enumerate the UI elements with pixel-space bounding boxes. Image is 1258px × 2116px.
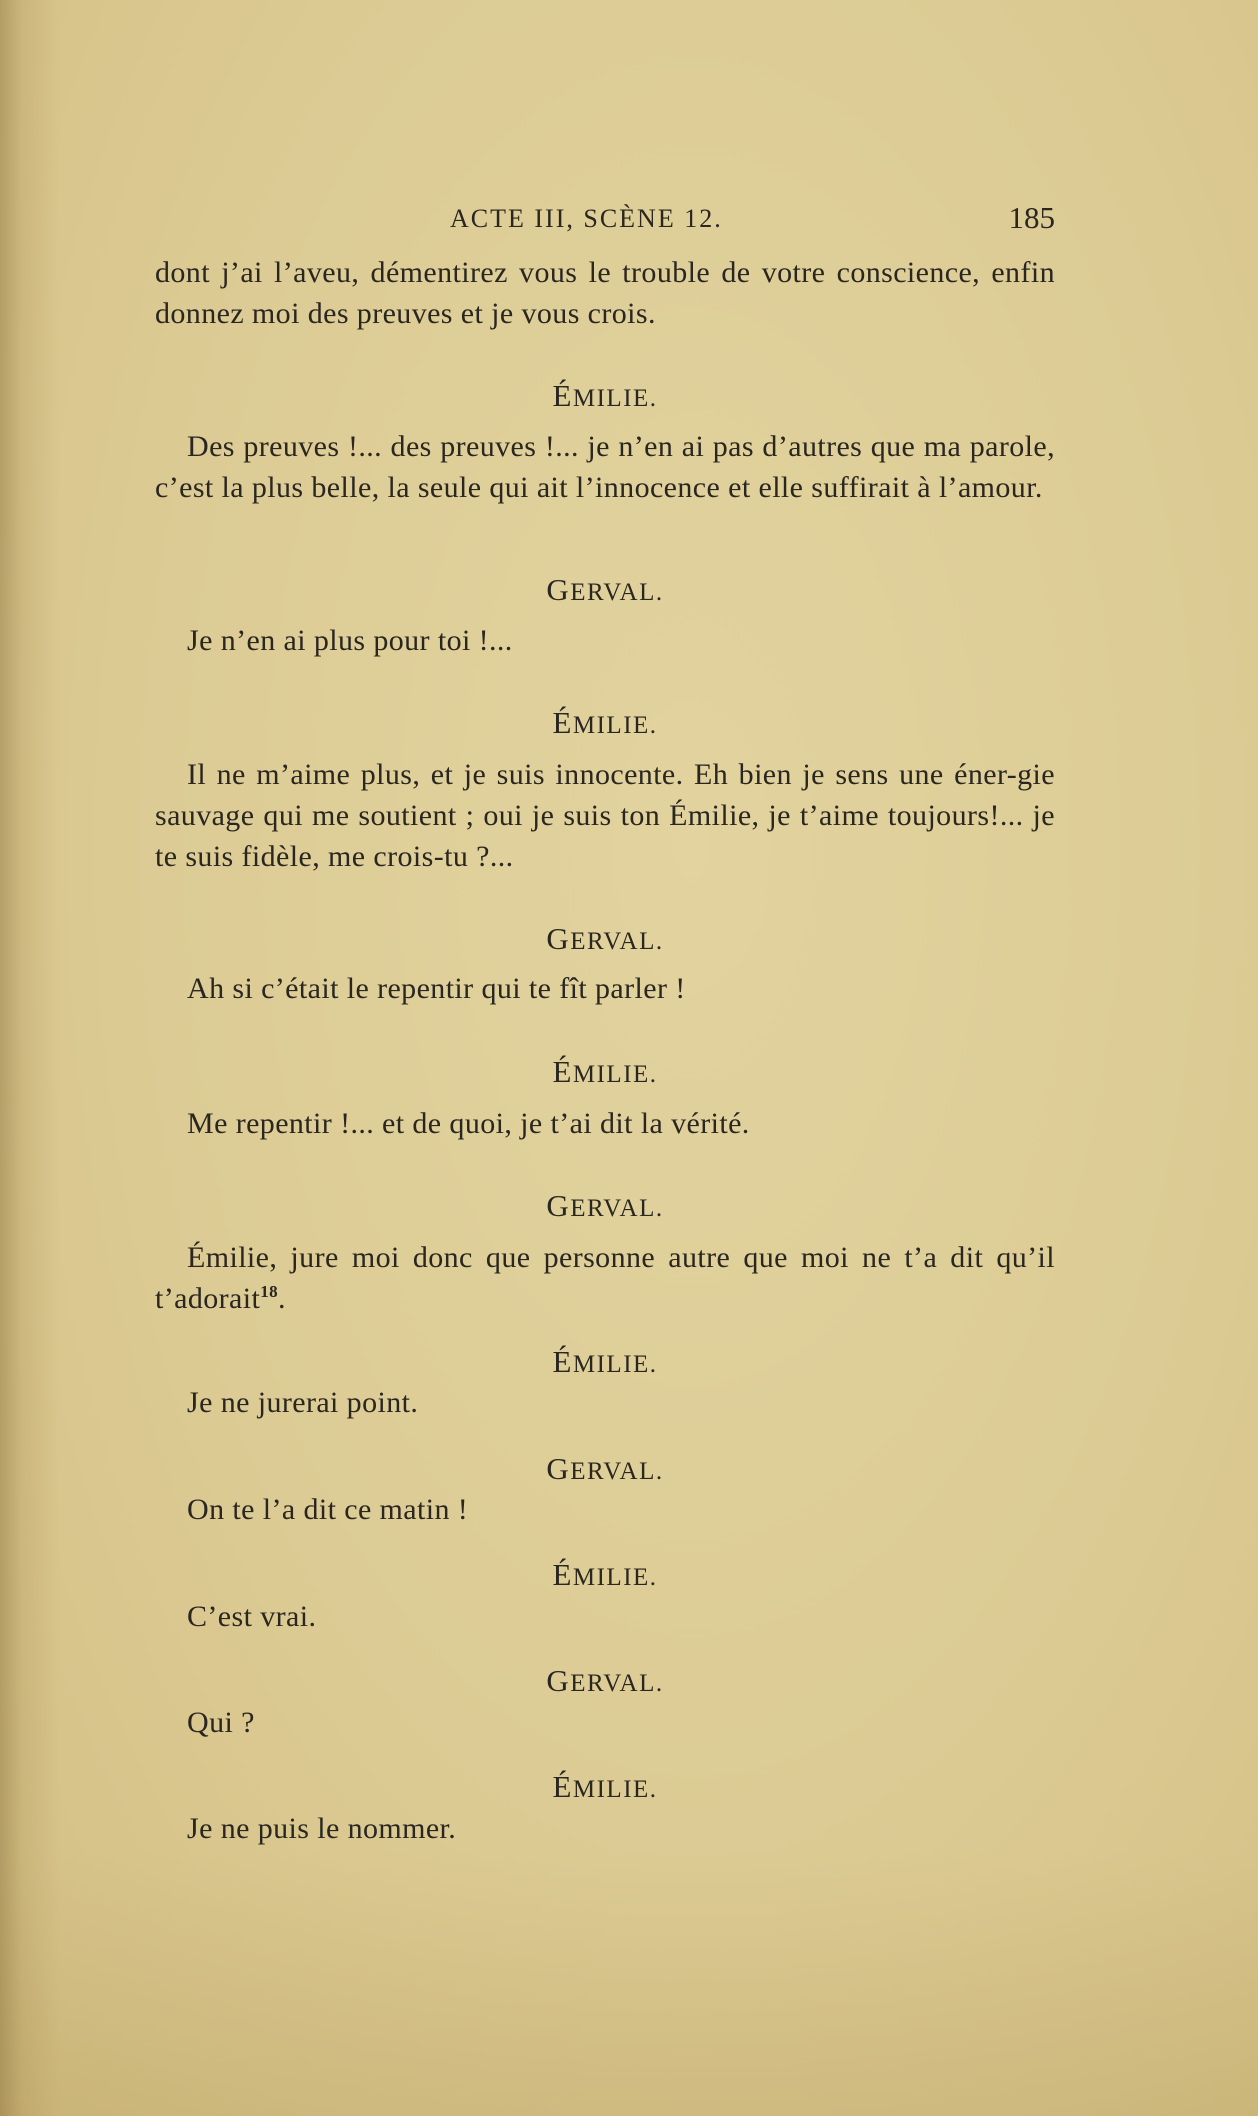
dialogue-line: Je ne jurerai point. — [187, 1386, 419, 1419]
speaker-name: ÉMILIE. — [552, 1344, 658, 1379]
speaker-name: ÉMILIE. — [552, 1769, 658, 1804]
speaker-name: GERVAL. — [546, 1663, 664, 1698]
dialogue-line: Je n’en ai plus pour toi !... — [187, 624, 513, 657]
dialogue-line: Ah si c’était le repentir qui te fît parler ! — [187, 972, 686, 1005]
dialogue-line: Émilie, jure moi donc que personne autre que moi ne t’a dit qu’il t’adorait$^{18}$. — [155, 1241, 1055, 1315]
dialogue-line: On te l’a dit ce matin ! — [187, 1493, 469, 1526]
speaker-name: GERVAL. — [546, 1188, 664, 1223]
dialogue-line: Je ne puis le nommer. — [187, 1812, 457, 1845]
dialogue-line: Il ne m’aime plus, et je suis innocente. Eh bien je sens une éner-gie sauvage qui me soutient ; oui je suis ton Émilie, je t’aime toujours!... je te suis fidèle, me crois-tu ?... — [155, 758, 1055, 873]
dialogue-line: C’est vrai. — [187, 1600, 317, 1633]
speaker-name: GERVAL. — [546, 572, 664, 607]
speaker-name: GERVAL. — [546, 1451, 664, 1486]
dialogue-line: Des preuves !... des preuves !... je n’en ai pas d’autres que ma parole, c’est la plus belle, la seule qui ait l’innocence et elle suffirait à l’amour. — [155, 430, 1055, 504]
speaker-name: GERVAL. — [546, 921, 664, 956]
footnote-marker[interactable]: 18 — [260, 1282, 279, 1301]
dialogue-line: Qui ? — [187, 1706, 255, 1739]
speaker-name: ÉMILIE. — [552, 1557, 658, 1592]
speaker-name: ÉMILIE. — [552, 1054, 658, 1089]
speaker-name: ÉMILIE. — [552, 705, 658, 740]
dialogue-line: dont j’ai l’aveu, démentirez vous le trouble de votre conscience, enfin donnez moi des preuves et je vous crois. — [155, 256, 1055, 330]
speaker-name: ÉMILIE. — [552, 378, 658, 413]
running-title: ACTE III, SCÈNE 12. — [450, 204, 723, 233]
dialogue-line: Me repentir !... et de quoi, je t’ai dit la vérité. — [187, 1107, 750, 1140]
running-header — [155, 200, 1055, 240]
page-number: 185 — [1008, 200, 1055, 235]
